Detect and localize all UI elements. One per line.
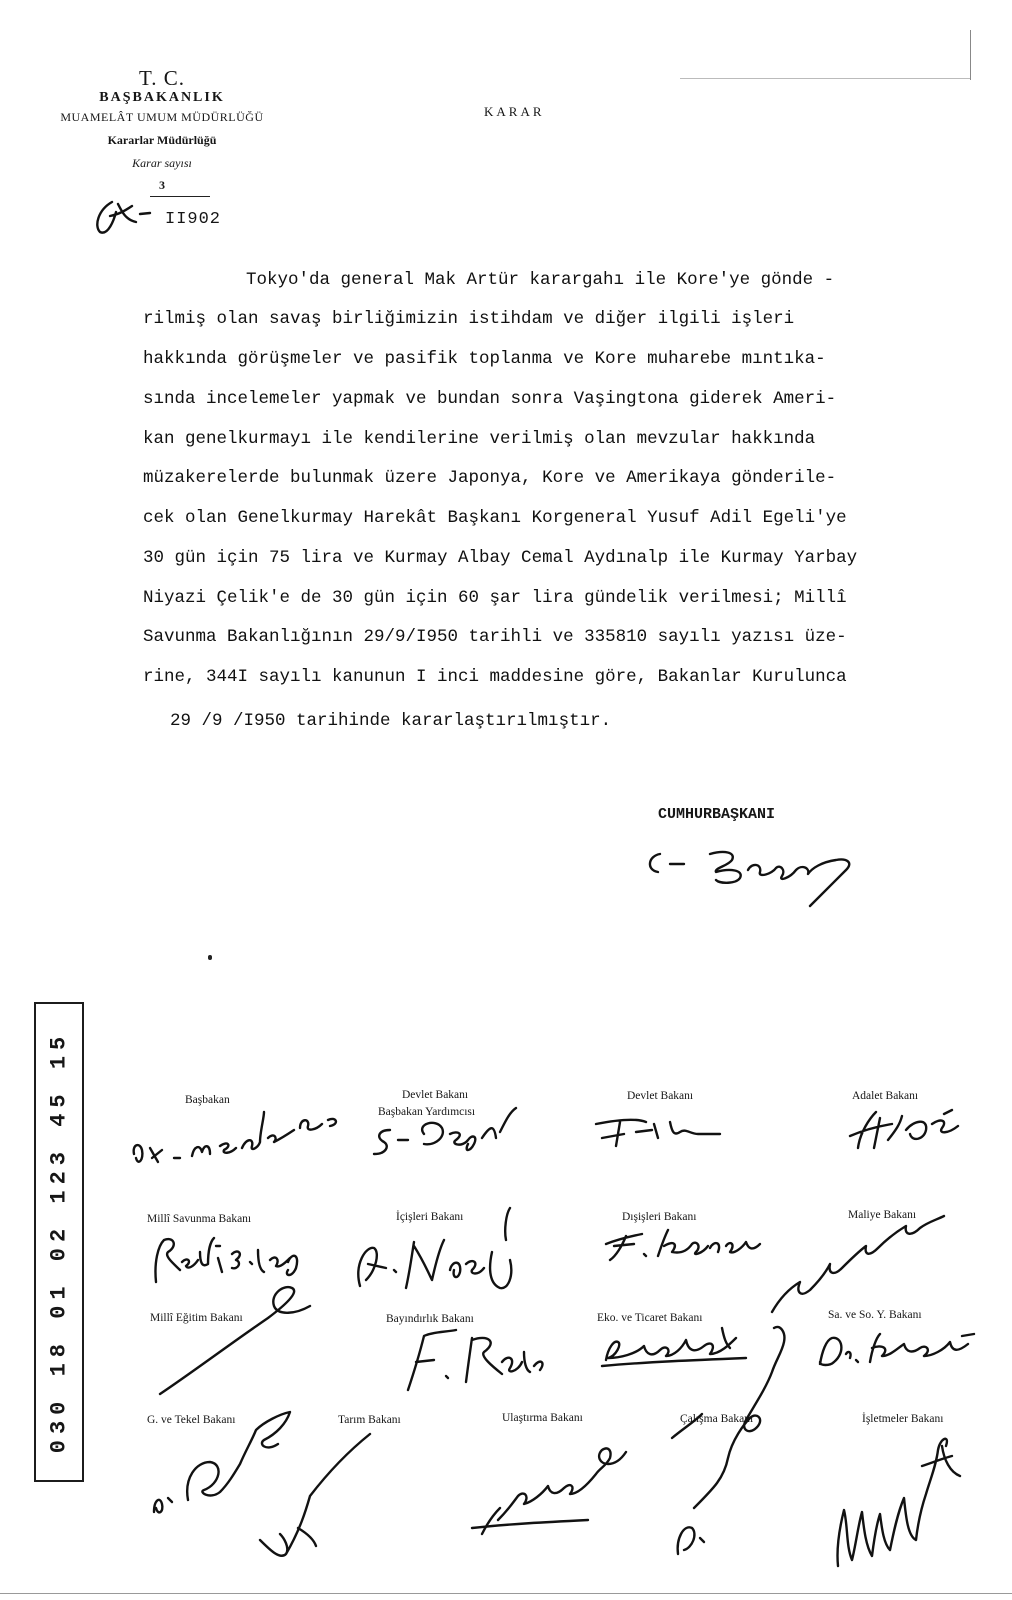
margin-mark	[970, 30, 971, 80]
body-line-7: cek olan Genelkurmay Harekât Başkanı Korgeneral Yusuf Adil Egeli'ye	[143, 508, 847, 528]
president-signature	[640, 840, 870, 912]
letterhead-directorate: MUAMELÂT UMUM MÜDÜRLÜĞÜ	[60, 110, 264, 124]
signature-icisleri-bakani	[340, 1200, 530, 1300]
role-isletmeler-bakani: İşletmeler Bakanı	[862, 1413, 944, 1425]
signature-basbakan	[128, 1088, 358, 1178]
role-milli-savunma-bakani: Millî Savunma Bakanı	[147, 1213, 252, 1225]
role-milli-egitim-bakani: Millî Eğitim Bakanı	[150, 1312, 243, 1324]
body-line-12: 29 /9 /I950 tarihinde kararlaştırılmıştır.	[170, 711, 612, 731]
role-devlet-bakani-2: Devlet Bakanı	[627, 1090, 694, 1102]
role-ulastirma-bakani: Ulaştırma Bakanı	[502, 1412, 583, 1424]
body-line-6: müzakerelerde bulunmak üzere Japonya, Kore ve Amerikaya gönderile-	[143, 468, 837, 488]
letterhead-office: Kararlar Müdürlüğü	[107, 133, 217, 147]
signature-saglik-bakani	[812, 1326, 982, 1376]
letterhead-tc: T. C.	[138, 66, 186, 90]
signature-bayindirlik-bakani	[394, 1318, 554, 1398]
body-line-10: Savunma Bakanlığının 29/9/I950 tarihli ve 335810 sayılı yazısı üze-	[143, 627, 847, 647]
signature-calisma-bakani	[654, 1318, 794, 1568]
role-saglik-bakani: Sa. ve So. Y. Bakanı	[828, 1309, 922, 1321]
signature-ulastirma-bakani	[468, 1424, 638, 1544]
role-bayindirlik-bakani: Bayındırlık Bakanı	[386, 1313, 474, 1325]
decision-number: 3	[159, 178, 165, 192]
signature-milli-egitim-bakani	[150, 1284, 330, 1404]
document-title: KARAR	[484, 104, 545, 119]
role-calisma-bakani: Çalışma Bakanı	[680, 1413, 754, 1425]
archive-stamp-code: 030 18 01 02 123 45 15	[46, 1030, 72, 1454]
body-line-2: rilmiş olan savaş birliğimizin istihdam ve diğer ilgili işleri	[143, 309, 795, 329]
signature-milli-savunma-bakani	[148, 1232, 308, 1292]
signature-adalet-bakani	[840, 1100, 970, 1160]
signature-tarim-bakani	[250, 1430, 390, 1570]
decision-number-label: Karar sayısı	[132, 156, 192, 170]
role-ekonomi-ticaret-bakani: Eko. ve Ticaret Bakanı	[597, 1312, 703, 1324]
margin-mark	[680, 78, 970, 79]
president-title: CUMHURBAŞKANI	[658, 806, 776, 823]
role-tarim-bakani: Tarım Bakanı	[338, 1414, 401, 1426]
signature-disisleri-bakani	[592, 1220, 782, 1270]
body-line-8: 30 gün için 75 lira ve Kurmay Albay Cemal Aydınalp ile Kurmay Yarbay	[143, 548, 858, 568]
role-adalet-bakani: Adalet Bakanı	[852, 1090, 919, 1102]
body-line-5: kan genelkurmayı ile kendilerine verilmiş olan mevzular hakkında	[143, 429, 816, 449]
role-gumruk-tekel-bakani: G. ve Tekel Bakanı	[147, 1414, 236, 1426]
body-line-3: hakkında görüşmeler ve pasifik toplanma ve Kore muharebe mıntıka-	[143, 349, 826, 369]
ink-dot	[208, 955, 212, 960]
registration-number: II902	[165, 210, 222, 229]
signature-devlet-bakani-1	[370, 1104, 550, 1174]
role-basbakan: Başbakan	[185, 1094, 230, 1106]
page-bottom-edge	[0, 1593, 1012, 1594]
letterhead-ministry: BAŞBAKANLIK	[99, 90, 225, 105]
archive-stamp	[34, 1002, 84, 1482]
role-devlet-bakani-1: Devlet Bakanı	[402, 1089, 469, 1101]
body-line-4: sında incelemeler yapmak ve bundan sonra Vaşingtona giderek Ameri-	[143, 389, 837, 409]
signature-isletmeler-bakani	[826, 1426, 976, 1576]
signature-maliye-bakani	[760, 1212, 960, 1322]
signature-devlet-bakani-2	[590, 1108, 730, 1158]
role-maliye-bakani: Maliye Bakanı	[848, 1209, 917, 1221]
handwritten-initials	[90, 196, 160, 240]
role-basbakan-yardimcisi: Başbakan Yardımcısı	[378, 1106, 476, 1118]
role-disisleri-bakani: Dışişleri Bakanı	[622, 1211, 697, 1223]
body-line-9: Niyazi Çelik'e de 30 gün için 60 şar lira gündelik verilmesi; Millî	[143, 588, 847, 608]
body-line-1: Tokyo'da general Mak Artür karargahı ile Kore'ye gönde -	[246, 270, 835, 290]
role-icisleri-bakani: İçişleri Bakanı	[396, 1211, 464, 1223]
body-line-11: rine, 344I sayılı kanunun I inci maddesine göre, Bakanlar Kurulunca	[143, 667, 847, 687]
